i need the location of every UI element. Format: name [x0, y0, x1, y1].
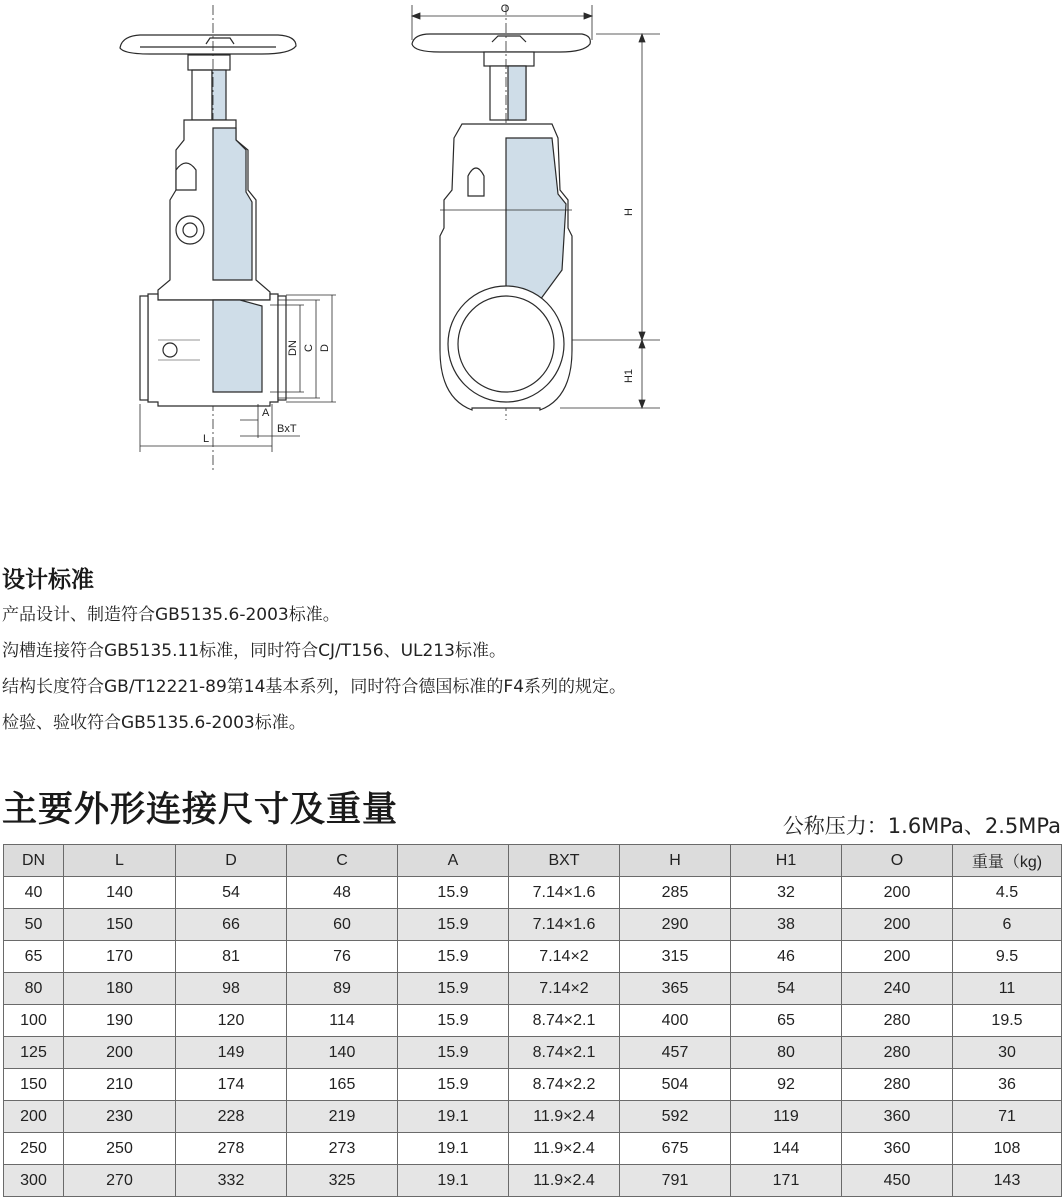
table-cell: 140 [64, 877, 176, 909]
table-row [4, 973, 1062, 1005]
valve-drawings [0, 0, 1063, 470]
table-cell: 48 [287, 877, 398, 909]
table-cell: 200 [64, 1037, 176, 1069]
table-cell: 114 [287, 1005, 398, 1037]
table-cell: 365 [620, 973, 731, 1005]
standard-line: 产品设计、制造符合GB5135.6-2003标准。 [2, 605, 340, 625]
table-cell: 76 [287, 941, 398, 973]
table-cell: 290 [620, 909, 731, 941]
table-cell: 71 [953, 1101, 1062, 1133]
table-cell: 300 [4, 1165, 64, 1197]
table-cell: 200 [4, 1101, 64, 1133]
dim-label-h: H [623, 208, 635, 216]
table-cell: 278 [176, 1133, 287, 1165]
col-header-dn: DN [4, 845, 64, 877]
table-cell: 15.9 [398, 877, 509, 909]
table-cell: 171 [731, 1165, 842, 1197]
standard-line: 结构长度符合GB/T12221-89第14基本系列，同时符合德国标准的F4系列的规定。 [2, 677, 627, 697]
dim-label-bxt: BxT [277, 423, 297, 435]
table-cell: 65 [731, 1005, 842, 1037]
table-cell: 675 [620, 1133, 731, 1165]
table-cell: 280 [842, 1069, 953, 1101]
table-cell: 240 [842, 973, 953, 1005]
valve-side-section-view [120, 5, 296, 470]
table-cell: 210 [64, 1069, 176, 1101]
table-cell: 11.9×2.4 [509, 1101, 620, 1133]
table-cell: 32 [731, 877, 842, 909]
table-cell: 285 [620, 877, 731, 909]
table-cell: 66 [176, 909, 287, 941]
table-cell: 592 [620, 1101, 731, 1133]
table-cell: 120 [176, 1005, 287, 1037]
table-row [4, 877, 1062, 909]
table-cell: 140 [287, 1037, 398, 1069]
valve-front-view [412, 5, 590, 420]
table-cell: 15.9 [398, 973, 509, 1005]
table-cell: 200 [842, 909, 953, 941]
table-cell: 15.9 [398, 1005, 509, 1037]
table-cell: 180 [64, 973, 176, 1005]
table-cell: 250 [4, 1133, 64, 1165]
table-row [4, 1165, 1062, 1197]
table-cell: 36 [953, 1069, 1062, 1101]
col-header-o: O [842, 845, 953, 877]
table-cell: 108 [953, 1133, 1062, 1165]
table-cell: 7.14×2 [509, 941, 620, 973]
col-header-h: H [620, 845, 731, 877]
table-row [4, 1133, 1062, 1165]
table-cell: 9.5 [953, 941, 1062, 973]
dim-label-h1: H1 [623, 368, 635, 384]
table-cell: 400 [620, 1005, 731, 1037]
table-cell: 50 [4, 909, 64, 941]
table-cell: 80 [4, 973, 64, 1005]
table-header-row [4, 845, 1062, 877]
table-cell: 19.1 [398, 1101, 509, 1133]
table-cell: 270 [64, 1165, 176, 1197]
table-cell: 7.14×2 [509, 973, 620, 1005]
table-cell: 6 [953, 909, 1062, 941]
table-row [4, 1069, 1062, 1101]
table-cell: 54 [176, 877, 287, 909]
table-cell: 360 [842, 1133, 953, 1165]
dim-label-dn: DN [287, 340, 299, 356]
table-cell: 15.9 [398, 941, 509, 973]
table-cell: 30 [953, 1037, 1062, 1069]
table-cell: 150 [64, 909, 176, 941]
table-cell: 143 [953, 1165, 1062, 1197]
table-cell: 65 [4, 941, 64, 973]
table-cell: 19.1 [398, 1165, 509, 1197]
table-cell: 325 [287, 1165, 398, 1197]
table-cell: 450 [842, 1165, 953, 1197]
table-cell: 190 [64, 1005, 176, 1037]
table-cell: 125 [4, 1037, 64, 1069]
table-cell: 219 [287, 1101, 398, 1133]
table-cell: 100 [4, 1005, 64, 1037]
dim-label-o: O [500, 3, 510, 15]
design-standards-title: 设计标准 [2, 567, 94, 593]
dimensions-title: 主要外形连接尺寸及重量 [2, 790, 399, 830]
col-header-l: L [64, 845, 176, 877]
table-cell: 280 [842, 1037, 953, 1069]
table-cell: 11.9×2.4 [509, 1133, 620, 1165]
dim-label-a: A [262, 407, 270, 419]
table-cell: 15.9 [398, 1069, 509, 1101]
table-cell: 19.5 [953, 1005, 1062, 1037]
table-body [4, 877, 1062, 1197]
table-cell: 60 [287, 909, 398, 941]
table-cell: 92 [731, 1069, 842, 1101]
table-cell: 200 [842, 877, 953, 909]
table-cell: 8.74×2.1 [509, 1037, 620, 1069]
col-header-d: D [176, 845, 287, 877]
col-header-h1: H1 [731, 845, 842, 877]
table-cell: 170 [64, 941, 176, 973]
table-cell: 149 [176, 1037, 287, 1069]
table-cell: 250 [64, 1133, 176, 1165]
col-header-weight: 重量（kg) [953, 845, 1062, 877]
standard-line: 检验、验收符合GB5135.6-2003标准。 [2, 713, 306, 733]
table-cell: 8.74×2.1 [509, 1005, 620, 1037]
table-cell: 174 [176, 1069, 287, 1101]
table-cell: 98 [176, 973, 287, 1005]
table-row [4, 1101, 1062, 1133]
table-cell: 230 [64, 1101, 176, 1133]
table-row [4, 941, 1062, 973]
table-cell: 89 [287, 973, 398, 1005]
table-cell: 144 [731, 1133, 842, 1165]
table-cell: 7.14×1.6 [509, 909, 620, 941]
table-cell: 360 [842, 1101, 953, 1133]
table-cell: 273 [287, 1133, 398, 1165]
table-row [4, 909, 1062, 941]
nominal-pressure: 公称压力：1.6MPa、2.5MPa [782, 814, 1061, 838]
col-header-a: A [398, 845, 509, 877]
dim-label-d: D [319, 344, 331, 352]
table-cell: 11 [953, 973, 1062, 1005]
dim-label-l: L [202, 433, 210, 445]
table-row [4, 1005, 1062, 1037]
table-cell: 791 [620, 1165, 731, 1197]
table-cell: 19.1 [398, 1133, 509, 1165]
standard-line: 沟槽连接符合GB5135.11标准，同时符合CJ/T156、UL213标准。 [2, 641, 506, 661]
table-cell: 457 [620, 1037, 731, 1069]
table-cell: 40 [4, 877, 64, 909]
table-cell: 15.9 [398, 909, 509, 941]
table-cell: 80 [731, 1037, 842, 1069]
table-cell: 332 [176, 1165, 287, 1197]
col-header-c: C [287, 845, 398, 877]
dimensions-table [3, 844, 1062, 1197]
table-cell: 504 [620, 1069, 731, 1101]
table-cell: 200 [842, 941, 953, 973]
table-cell: 280 [842, 1005, 953, 1037]
table-cell: 4.5 [953, 877, 1062, 909]
table-cell: 119 [731, 1101, 842, 1133]
dim-label-c: C [303, 344, 315, 352]
table-cell: 54 [731, 973, 842, 1005]
table-cell: 7.14×1.6 [509, 877, 620, 909]
table-cell: 165 [287, 1069, 398, 1101]
table-cell: 11.9×2.4 [509, 1165, 620, 1197]
table-cell: 15.9 [398, 1037, 509, 1069]
table-cell: 315 [620, 941, 731, 973]
table-row [4, 1037, 1062, 1069]
design-standards-list [2, 597, 626, 741]
table-cell: 38 [731, 909, 842, 941]
table-cell: 81 [176, 941, 287, 973]
table-cell: 46 [731, 941, 842, 973]
table-cell: 8.74×2.2 [509, 1069, 620, 1101]
table-cell: 228 [176, 1101, 287, 1133]
col-header-bxt: BXT [509, 845, 620, 877]
table-cell: 150 [4, 1069, 64, 1101]
